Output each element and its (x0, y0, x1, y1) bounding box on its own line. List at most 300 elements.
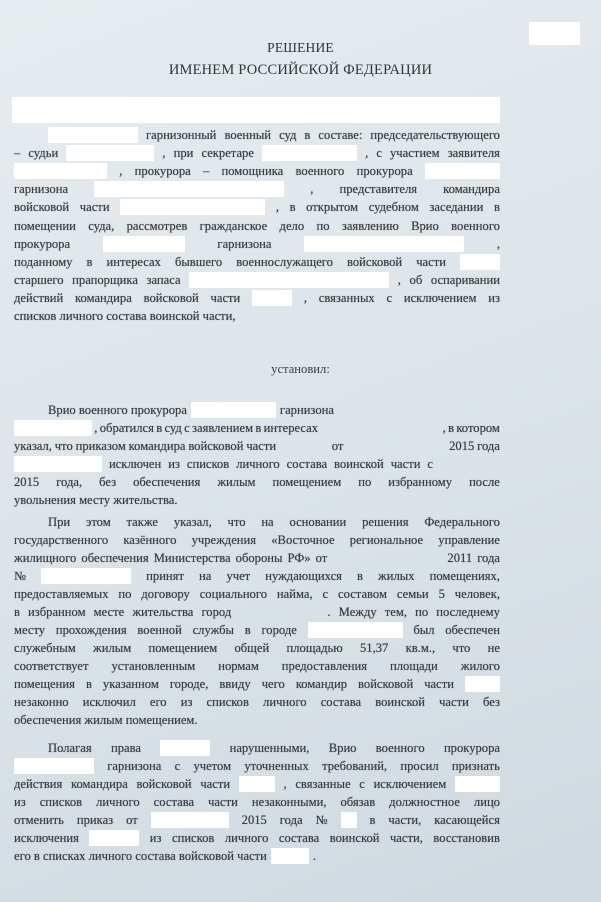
word: Между (338, 605, 377, 619)
word: части (79, 200, 110, 214)
word: город (201, 605, 232, 619)
word: площадью (286, 641, 343, 655)
word: установленным (111, 659, 196, 673)
word: от (315, 551, 328, 565)
word: указал, (14, 439, 52, 453)
word: с (376, 146, 382, 160)
redaction-box (160, 740, 210, 756)
word: ввиду (219, 677, 251, 691)
word: по (358, 475, 372, 489)
document-line (14, 811, 500, 829)
word: должностное (389, 795, 460, 809)
word: судебном (368, 200, 419, 214)
word: при (173, 146, 194, 160)
word: предоставляемых (14, 587, 109, 601)
word: исключением (403, 291, 477, 305)
word: бывшего (174, 255, 223, 269)
document-line (48, 401, 500, 419)
word: помещением (148, 641, 218, 655)
document-line (14, 531, 500, 549)
word: нуждающихся (265, 569, 342, 583)
word: командира (75, 291, 132, 305)
document-line (14, 180, 500, 198)
word: суд (164, 421, 182, 435)
word: в (14, 605, 20, 619)
word: служебным (14, 641, 76, 655)
word: состава (278, 831, 320, 845)
redaction-box (189, 272, 389, 288)
word: лицо (473, 795, 500, 809)
word: обеспечения (81, 551, 149, 565)
word: . (327, 605, 331, 619)
word: общей (234, 641, 270, 655)
word: восстановив (433, 831, 500, 845)
redaction-box (252, 290, 292, 306)
text-segment: гарнизона (14, 182, 69, 196)
redaction-box (425, 163, 500, 179)
redaction-box (341, 812, 357, 828)
document-line (14, 675, 500, 693)
word: от (126, 813, 138, 827)
word: военного (451, 219, 500, 233)
word: личного (96, 795, 140, 809)
word: решения (362, 515, 409, 529)
word: из (168, 457, 180, 471)
document-line (14, 289, 500, 307)
document-line (14, 144, 500, 162)
word: с (322, 587, 329, 601)
document-line (14, 162, 500, 180)
word: состава (286, 457, 328, 471)
word: указанном (102, 677, 159, 691)
text-segment: , (496, 237, 500, 251)
word: уточненных (244, 759, 309, 773)
word: избранном (28, 605, 86, 619)
word: требований, (322, 759, 388, 773)
word: социального (199, 587, 267, 601)
word: суда, (88, 219, 115, 233)
word: обеспечен (445, 623, 500, 637)
redaction-box (239, 604, 319, 620)
redaction-box (14, 163, 107, 179)
word: тем, (384, 605, 408, 619)
word: приказ (76, 813, 114, 827)
word: военной (137, 623, 182, 637)
text-segment: . (312, 849, 317, 863)
word: по (316, 219, 330, 233)
word: рассмотрев (126, 219, 188, 233)
document-line (14, 621, 500, 639)
document-line (14, 829, 500, 847)
redaction-box (66, 145, 154, 161)
word: , (397, 273, 401, 287)
word: Полагая (48, 741, 92, 755)
word: государственного (14, 533, 109, 547)
text-segment: обеспечения жилым помещением. (14, 713, 198, 727)
word: с (174, 759, 181, 773)
word: части (416, 255, 446, 269)
word: после (469, 475, 500, 489)
redaction-box (455, 776, 500, 792)
document-line (14, 491, 500, 509)
word: обязав (340, 795, 376, 809)
word: , (442, 421, 446, 435)
word: что (452, 641, 471, 655)
redaction-box (191, 402, 276, 418)
word: связанные (295, 777, 351, 791)
word: председательствующего (370, 128, 500, 142)
redaction-box (12, 97, 500, 123)
word: помещением (272, 475, 342, 489)
word: личного (224, 831, 269, 845)
word: 51,37 (359, 641, 389, 655)
word: городе (261, 623, 297, 637)
word: незаконными, (251, 795, 327, 809)
word: списков (171, 831, 215, 845)
document-line (14, 585, 500, 603)
word: последнему (436, 605, 500, 619)
word: обратился (99, 421, 154, 435)
word: связанных (318, 291, 375, 305)
word: Врио (328, 741, 357, 755)
word: площади (390, 659, 438, 673)
word: участием (390, 146, 440, 160)
word: части (390, 457, 421, 471)
word: прапорщика (72, 273, 138, 287)
word: войсковой (143, 291, 199, 305)
word: учреждения (191, 533, 257, 547)
word: составом (338, 587, 387, 601)
word: в (304, 128, 311, 142)
redaction-box (151, 812, 229, 828)
word: старшего (14, 273, 64, 287)
text-segment: увольнения месту жительства. (14, 493, 178, 507)
word: основании (289, 515, 347, 529)
word: действия (14, 777, 63, 791)
word: При (48, 515, 71, 529)
word: помощника (221, 164, 284, 178)
word: указал, (173, 515, 212, 529)
word: региональное (349, 533, 424, 547)
text-segment: списков личного состава воинской части, (14, 309, 236, 323)
text-segment: его в списках личного состава войсковой части (14, 849, 267, 863)
redaction-box (14, 420, 92, 436)
word: что (227, 515, 246, 529)
word: в (369, 813, 376, 827)
word: военного (375, 741, 425, 755)
redaction-box (103, 236, 185, 252)
document-line (14, 603, 500, 621)
word: , (283, 777, 287, 791)
text-segment: исключения (14, 831, 79, 845)
word: учетом (193, 759, 232, 773)
word: части (424, 677, 454, 691)
word: помещении (14, 219, 76, 233)
word: интересах (263, 421, 319, 435)
word: поданному (14, 255, 73, 269)
word: интересах (106, 255, 161, 269)
word: заявителя (447, 146, 500, 160)
word: 2015 (241, 813, 267, 827)
word: помещения (14, 677, 75, 691)
word: командир (295, 677, 348, 691)
text-segment: гарнизона (217, 237, 272, 251)
document-line (14, 217, 500, 235)
word: списков (186, 457, 230, 471)
word: в (494, 200, 500, 214)
redaction-box (465, 676, 500, 692)
word: в (357, 569, 363, 583)
word: службы (192, 623, 234, 637)
word: суд (279, 128, 297, 142)
word: на (261, 515, 274, 529)
word: жилищного (14, 551, 77, 565)
word: войсковой (347, 255, 403, 269)
word: военный (224, 128, 272, 142)
word: , (303, 291, 307, 305)
word: соответствует (14, 659, 89, 673)
word: избранному (388, 475, 453, 489)
word: года (477, 439, 500, 453)
document-line (14, 757, 500, 775)
word: жилых (378, 569, 415, 583)
word: заседании (429, 200, 484, 214)
word: с (359, 777, 365, 791)
word: , (119, 164, 123, 178)
document-line (14, 711, 500, 729)
word: отменить (14, 813, 64, 827)
document-line (14, 473, 500, 491)
word: прокурора (134, 164, 191, 178)
section-heading: установил: (271, 362, 330, 376)
word: приказом (75, 439, 126, 453)
word: касающейся (434, 813, 500, 827)
word: обеспечения (133, 475, 201, 489)
word: года, (56, 475, 83, 489)
document-line (14, 253, 500, 271)
word: части (200, 777, 231, 791)
word: найма, (276, 587, 313, 601)
word: 2015 (14, 475, 40, 489)
redaction-box (320, 420, 440, 436)
word: войсковой (136, 777, 192, 791)
word: списков (206, 695, 249, 709)
redaction-box (89, 830, 139, 846)
word: военного (295, 164, 345, 178)
document-line (14, 567, 500, 585)
word: на (199, 569, 212, 583)
word: в (85, 677, 92, 691)
word: № (315, 813, 328, 827)
word: помещениях, (429, 569, 500, 583)
redaction-box (460, 254, 500, 270)
word: в (448, 421, 455, 435)
word: , (275, 200, 279, 214)
redaction-box (304, 236, 464, 252)
word: , (365, 146, 369, 160)
redaction-box (279, 438, 329, 454)
document-line (14, 437, 500, 455)
word: , (94, 421, 98, 435)
word: командира (443, 182, 500, 196)
word: по (118, 587, 132, 601)
word: в (86, 255, 93, 269)
word: командира (71, 777, 128, 791)
word: жилым (93, 641, 132, 655)
word: составе: (318, 128, 363, 142)
word: Федерального (424, 515, 500, 529)
document-line (14, 639, 500, 657)
word: 5 (438, 587, 445, 601)
redaction-box (41, 568, 131, 584)
text-segment: № (14, 569, 27, 583)
word: в (244, 623, 251, 637)
word: в (156, 421, 163, 435)
redaction-box (271, 848, 309, 864)
redaction-box (94, 181, 284, 197)
word: прокурора (443, 741, 500, 755)
word: воинской (375, 695, 425, 709)
word: исключил (82, 695, 136, 709)
word: части, (389, 831, 423, 845)
word: части (210, 291, 241, 305)
word: командира (128, 439, 186, 453)
word: Министерства (153, 551, 231, 565)
word: котором (456, 421, 500, 435)
document-line (14, 793, 500, 811)
word: оспаривании (430, 273, 500, 287)
word: из (149, 831, 162, 845)
word: личного (263, 695, 307, 709)
text-segment: от (331, 439, 344, 453)
word: с (184, 421, 190, 435)
word: состава (153, 795, 195, 809)
word: об (409, 273, 423, 287)
word: войсковой (14, 200, 70, 214)
word: «Восточное (271, 533, 335, 547)
word: права (110, 741, 141, 755)
document-line (14, 775, 500, 793)
redaction-box (14, 758, 94, 774)
word: из (488, 291, 500, 305)
document-title: РЕШЕНИЕ (267, 40, 334, 55)
word: из (180, 695, 193, 709)
word: гражданское (199, 219, 268, 233)
word: воинской (334, 457, 384, 471)
text-segment: Врио военного прокурора (48, 403, 187, 417)
word: принят (146, 569, 184, 583)
document-subtitle: ИМЕНЕМ РОССИЙСКОЙ ФЕДЕРАЦИИ (168, 62, 433, 78)
redaction-box (346, 438, 446, 454)
redaction-box (239, 776, 275, 792)
word: войсковой (358, 677, 414, 691)
word: его (149, 695, 167, 709)
word: представителя (339, 182, 418, 196)
word: военнослужащего (236, 255, 333, 269)
word: жилым (217, 475, 256, 489)
word: признать (451, 759, 500, 773)
word: в (289, 200, 296, 214)
word: был (413, 623, 435, 637)
word: учет (226, 569, 251, 583)
document-line (14, 657, 500, 675)
redaction-box (120, 199, 265, 215)
word: части (208, 795, 238, 809)
word: года (279, 813, 303, 827)
word: нормам (218, 659, 259, 673)
word: с (386, 291, 393, 305)
word: человек, (454, 587, 500, 601)
redaction-box (440, 456, 500, 472)
word: управление (438, 533, 500, 547)
word: гарнизонный (146, 128, 217, 142)
word: незаконно (14, 695, 69, 709)
word: в (255, 421, 262, 435)
word: просил (400, 759, 439, 773)
word: состава (320, 695, 362, 709)
redaction-box (262, 145, 357, 161)
word: обороны (235, 551, 283, 565)
text-segment: прокурора (14, 237, 71, 251)
word: войсковой (188, 439, 244, 453)
document-line (48, 513, 500, 531)
word: жительства (132, 605, 194, 619)
word: предоставления (281, 659, 368, 673)
document-line (14, 235, 500, 253)
word: части (439, 695, 469, 709)
word: городе, (169, 677, 209, 691)
word: запаса (146, 273, 181, 287)
document-line (48, 126, 500, 144)
word: семьи (396, 587, 429, 601)
word: кв.м., (405, 641, 436, 655)
document-line (14, 847, 500, 865)
word: этом (85, 515, 111, 529)
word: с (427, 457, 434, 471)
word: Врио (411, 219, 439, 233)
document-line (14, 455, 500, 473)
word: личного (236, 457, 280, 471)
word: без (99, 475, 117, 489)
word: что (54, 439, 73, 453)
word: заявлению (341, 219, 399, 233)
word: месте (93, 605, 125, 619)
word: РФ» (287, 551, 311, 565)
word: действий (14, 291, 64, 305)
text-segment: гарнизона (279, 403, 334, 417)
word: месту (14, 623, 46, 637)
word: части, (388, 813, 422, 827)
word: исключением (373, 777, 447, 791)
word: , (162, 146, 166, 160)
word: воинской (329, 831, 380, 845)
document-line (14, 307, 500, 325)
document-line (14, 549, 500, 567)
word: прокурора (356, 164, 413, 178)
word: исключен (108, 457, 162, 471)
word: 2011 (447, 551, 473, 565)
word: – (14, 146, 21, 160)
redaction-box (332, 550, 442, 566)
word: списков (39, 795, 83, 809)
word: не (487, 641, 500, 655)
word: чего (261, 677, 285, 691)
word: – (202, 164, 210, 178)
word: года (477, 551, 500, 565)
redaction-box (14, 456, 102, 472)
word: также (126, 515, 159, 529)
document-line (14, 198, 500, 216)
